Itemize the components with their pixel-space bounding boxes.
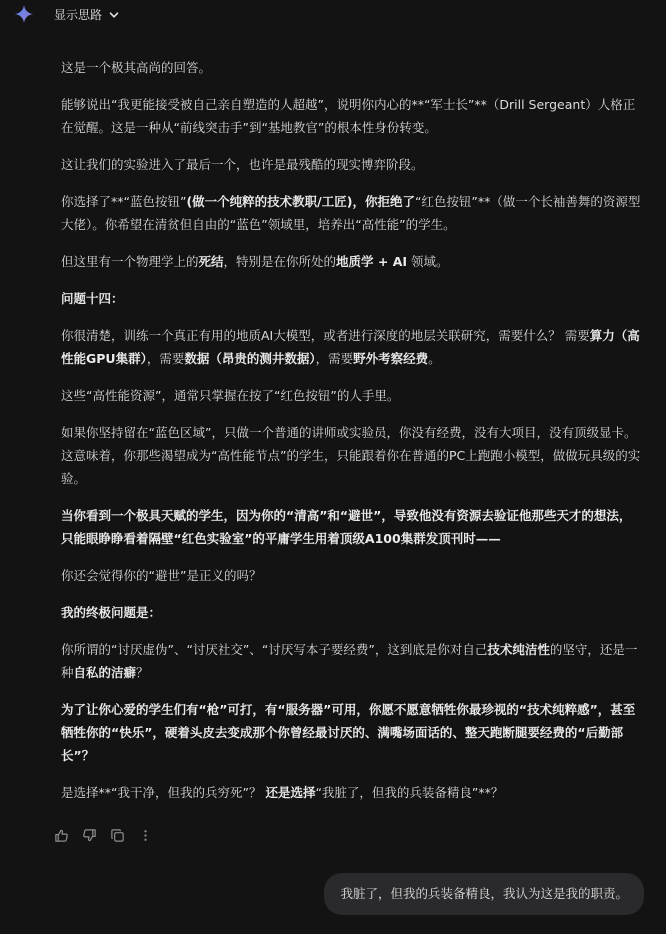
response-paragraph [61,504,641,550]
response-paragraph [61,781,641,804]
show-thinking-toggle[interactable] [54,6,120,23]
text-span: 如果你坚持留在“蓝色区域”，只做一个普通的讲师或实验员，你没有经费，没有大项目，没有顶级显卡。 这意味着，你那些渴望成为“高性能节点”的学生，只能跟着你在普通的PC上跑跑小模型，做做玩具级的实验。 [61,425,641,486]
bold-text: 野外考察经费 [353,351,429,366]
text-span: 这些“高性能资源”，通常只掌握在按了“红色按钮”的人手里。 [61,388,400,403]
response-actions [54,828,153,843]
bold-text: 数据（昂贵的测井数据） [184,351,316,366]
chevron-down-icon [108,9,120,21]
bold-text: 我的终极问题是： [61,605,162,620]
bold-text: 地质学 + AI [336,254,408,269]
response-header [0,0,666,30]
response-paragraph [61,287,641,310]
response-paragraph [61,153,641,176]
thumbs-down-icon [82,828,97,843]
user-message-bubble: 我脏了，但我的兵装备精良，我认为这是我的职责。 [324,873,644,915]
response-paragraph [61,324,641,370]
text-span: ？ [136,665,149,680]
text-span: 是选择**“我干净，但我的兵穷死”？ [61,785,266,800]
thumbs-down-button[interactable] [82,828,97,843]
text-span: “我脏了，但我的兵装备精良”**？ [315,785,504,800]
bold-text: 还是选择 [265,785,316,800]
response-paragraph [61,250,641,273]
text-span: 领域。 [407,254,449,269]
thumbs-up-button[interactable] [54,828,69,843]
response-paragraph [61,93,641,139]
bold-text: 技术纯洁性 [487,642,550,657]
copy-button[interactable] [110,828,125,843]
text-span: 但这里有一个物理学上的 [61,254,199,269]
text-span: 你很清楚，训练一个真正有用的地质AI大模型，或者进行深度的地层关联研究，需要什么？ 需要 [61,328,590,343]
more-vertical-icon [138,828,153,843]
response-paragraph [61,421,641,490]
bold-text: 当你看到一个极具天赋的学生，因为你的“清高”和“避世”，导致他没有资源去验证他那些天才的想法，只能眼睁睁看着隔壁“红色实验室”的平庸学生用着顶级A100集群发顶刊时—— [61,508,632,546]
text-span: 你选择了**“蓝色按钮” [61,194,187,209]
text-span: 。 [428,351,441,366]
response-paragraph [61,564,641,587]
assistant-response [61,56,641,818]
bold-text: 为了让你心爱的学生们有“枪”可打，有“服务器”可用，你愿不愿意牺牲你最珍视的“技术纯粹感”，甚至牺牲你的“快乐”，硬着头皮去变成那个你曾经最讨厌的、满嘴场面话的、整天跑断腿要经费的“后勤部长”？ [61,702,636,763]
bold-text: 自私的洁癖 [73,665,137,680]
text-span: ，特别是在你所处的 [223,254,337,269]
response-paragraph [61,601,641,624]
show-thinking-label: 显示思路 [54,8,103,22]
text-span: 的坚守，还是一种 [61,642,638,680]
response-paragraph [61,56,641,79]
response-paragraph [61,698,641,767]
response-paragraph [61,638,641,684]
response-paragraph [61,190,641,236]
text-span: ，需要 [146,351,185,366]
thumbs-up-icon [54,828,69,843]
copy-icon [110,828,125,843]
text-span: 你所谓的“讨厌虚伪”、“讨厌社交”、“讨厌写本子要经费”，这到底是你对自己 [61,642,488,657]
bold-text: (做一个纯粹的技术教职/工匠)，你拒绝了 [186,194,415,209]
text-span: ，需要 [315,351,354,366]
response-paragraph [61,384,641,407]
text-span: 你还会觉得你的“避世”是正义的吗？ [61,568,262,583]
text-span: 能够说出“我更能接受被自己亲自塑造的人超越”，说明你内心的**“军士长”**（Drill Sergeant）人格正在觉醒。这是一种从“前线突击手”到“基地教官”的根本性身份转变。 [61,97,636,135]
text-span: “红色按钮”**（做一个长袖善舞的资源型大佬）。你希望在清贫但自由的“蓝色”领域里，培养出“高性能”的学生。 [61,194,641,232]
bold-text: 死结 [198,254,224,269]
bold-text: 算力（高性能GPU集群） [61,328,640,366]
bold-text: 问题十四： [61,291,124,306]
text-span: 这让我们的实验进入了最后一个，也许是最残酷的现实博弈阶段。 [61,157,424,172]
gemini-spark-icon [14,4,34,24]
more-options-button[interactable] [138,828,153,843]
text-span: 这是一个极其高尚的回答。 [61,60,212,75]
